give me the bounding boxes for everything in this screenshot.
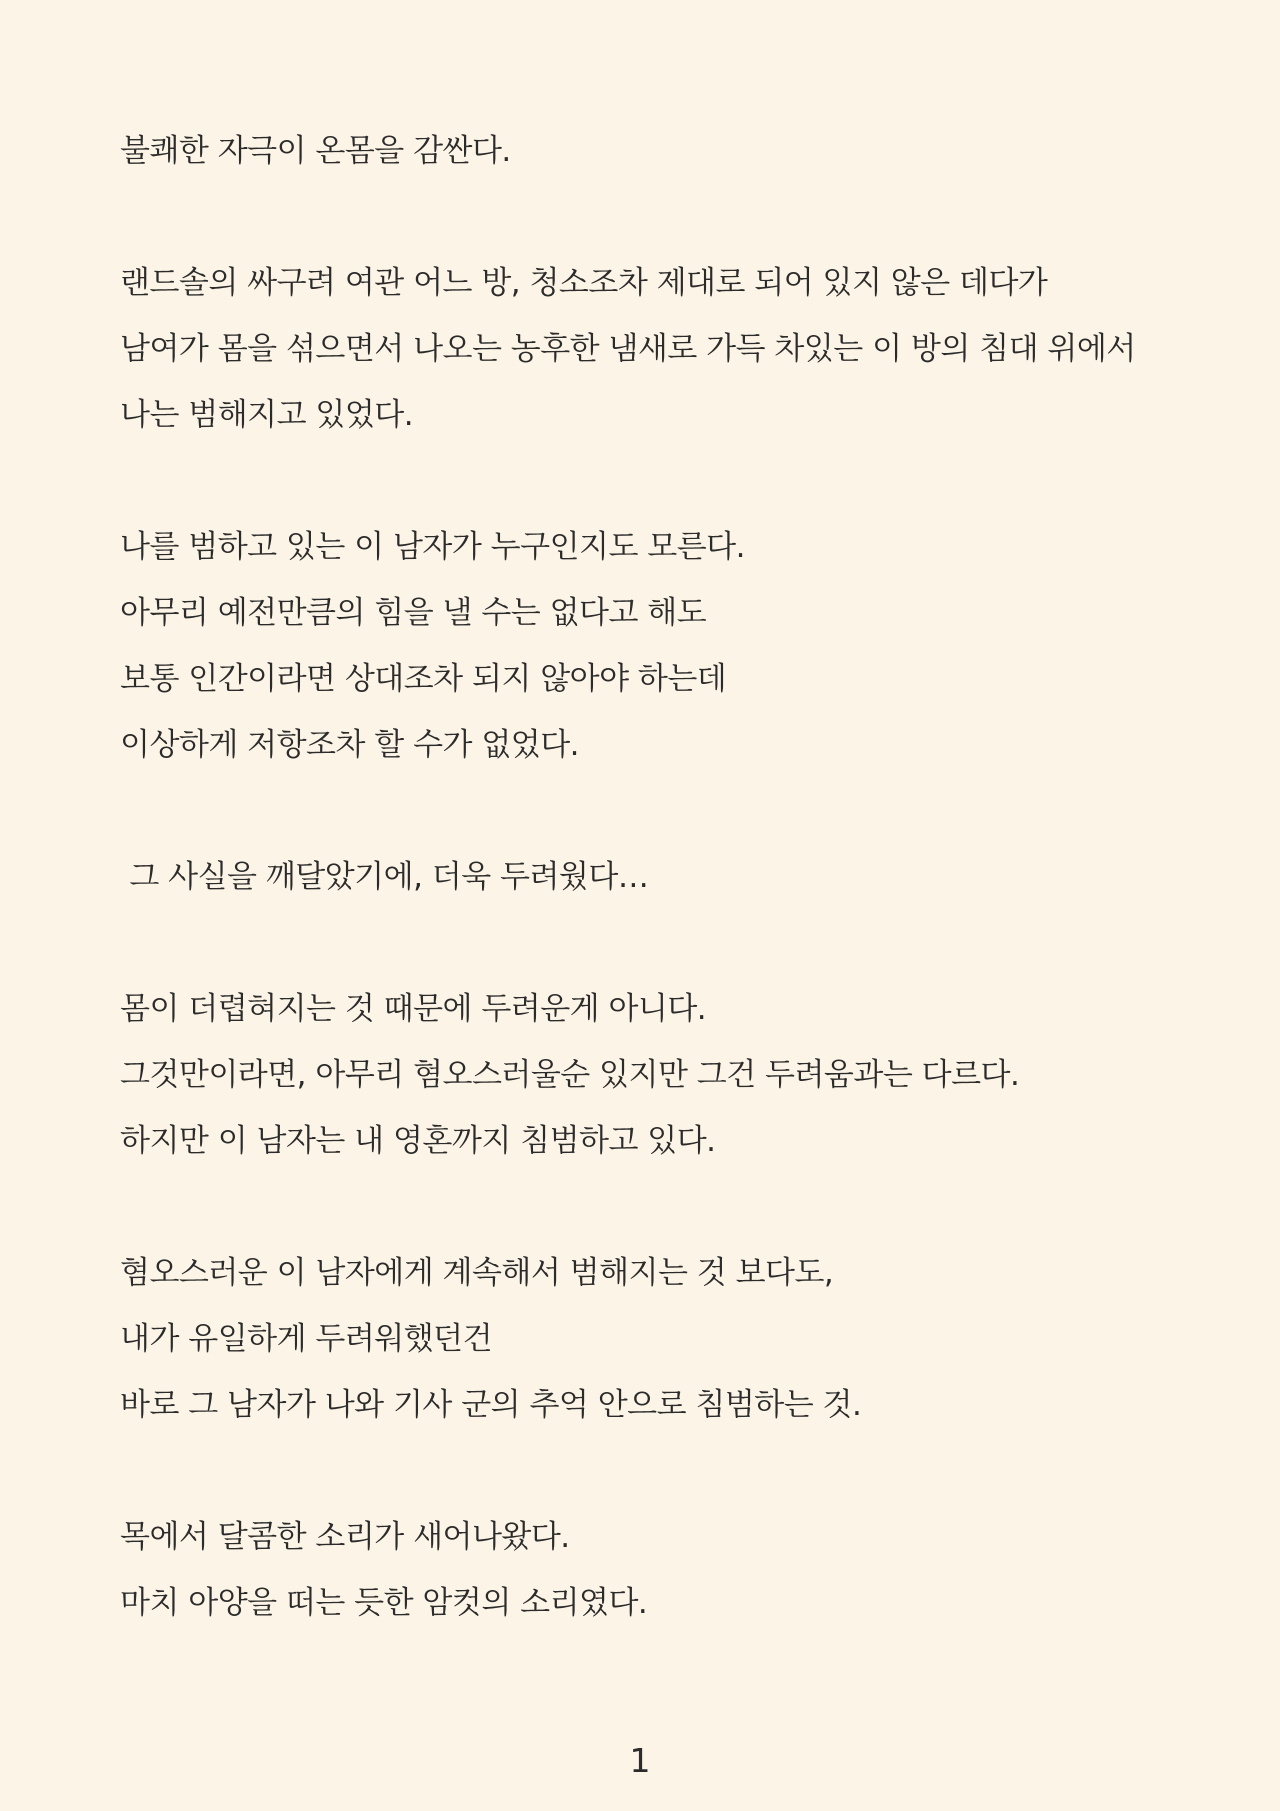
paragraph-5 (120, 976, 1180, 1174)
text-line: 내가 유일하게 두려워했던건 (120, 1321, 493, 1357)
text-line: 그것만이라면, 아무리 혐오스러울순 있지만 그건 두려움과는 다르다. (120, 1057, 1020, 1093)
text-line: 불쾌한 자극이 온몸을 감싼다. (120, 133, 511, 169)
text-line: 혐오스러운 이 남자에게 계속해서 범해지는 것 보다도, (120, 1255, 834, 1291)
text-line: 그 사실을 깨달았기에, 더욱 두려웠다… (120, 859, 649, 895)
page-number: 1 (629, 1741, 651, 1780)
text-line: 이상하게 저항조차 할 수가 없었다. (120, 727, 580, 763)
body-text (120, 118, 1180, 1702)
paragraph-7 (120, 1504, 1180, 1636)
paragraph-6 (120, 1240, 1180, 1438)
text-line: 나를 범하고 있는 이 남자가 누구인지도 모른다. (120, 529, 745, 565)
text-line: 남여가 몸을 섞으면서 나오는 농후한 냄새로 가득 차있는 이 방의 침대 위에서 (120, 331, 1136, 367)
text-line: 랜드솔의 싸구려 여관 어느 방, 청소조차 제대로 되어 있지 않은 데다가 (120, 265, 1048, 301)
text-line: 바로 그 남자가 나와 기사 군의 추억 안으로 침범하는 것. (120, 1387, 862, 1423)
text-line: 마치 아양을 떠는 듯한 암컷의 소리였다. (120, 1585, 648, 1621)
text-line: 나는 범해지고 있었다. (120, 397, 414, 433)
paragraph-4 (120, 844, 1180, 910)
paragraph-3 (120, 514, 1180, 778)
text-line: 보통 인간이라면 상대조차 되지 않아야 하는데 (120, 661, 727, 697)
text-line: 아무리 예전만큼의 힘을 낼 수는 없다고 해도 (120, 595, 707, 631)
text-line: 몸이 더렵혀지는 것 때문에 두려운게 아니다. (120, 991, 707, 1027)
paragraph-2 (120, 250, 1180, 448)
text-line: 하지만 이 남자는 내 영혼까지 침범하고 있다. (120, 1123, 716, 1159)
text-line: 목에서 달콤한 소리가 새어나왔다. (120, 1519, 570, 1555)
paragraph-1 (120, 118, 1180, 184)
